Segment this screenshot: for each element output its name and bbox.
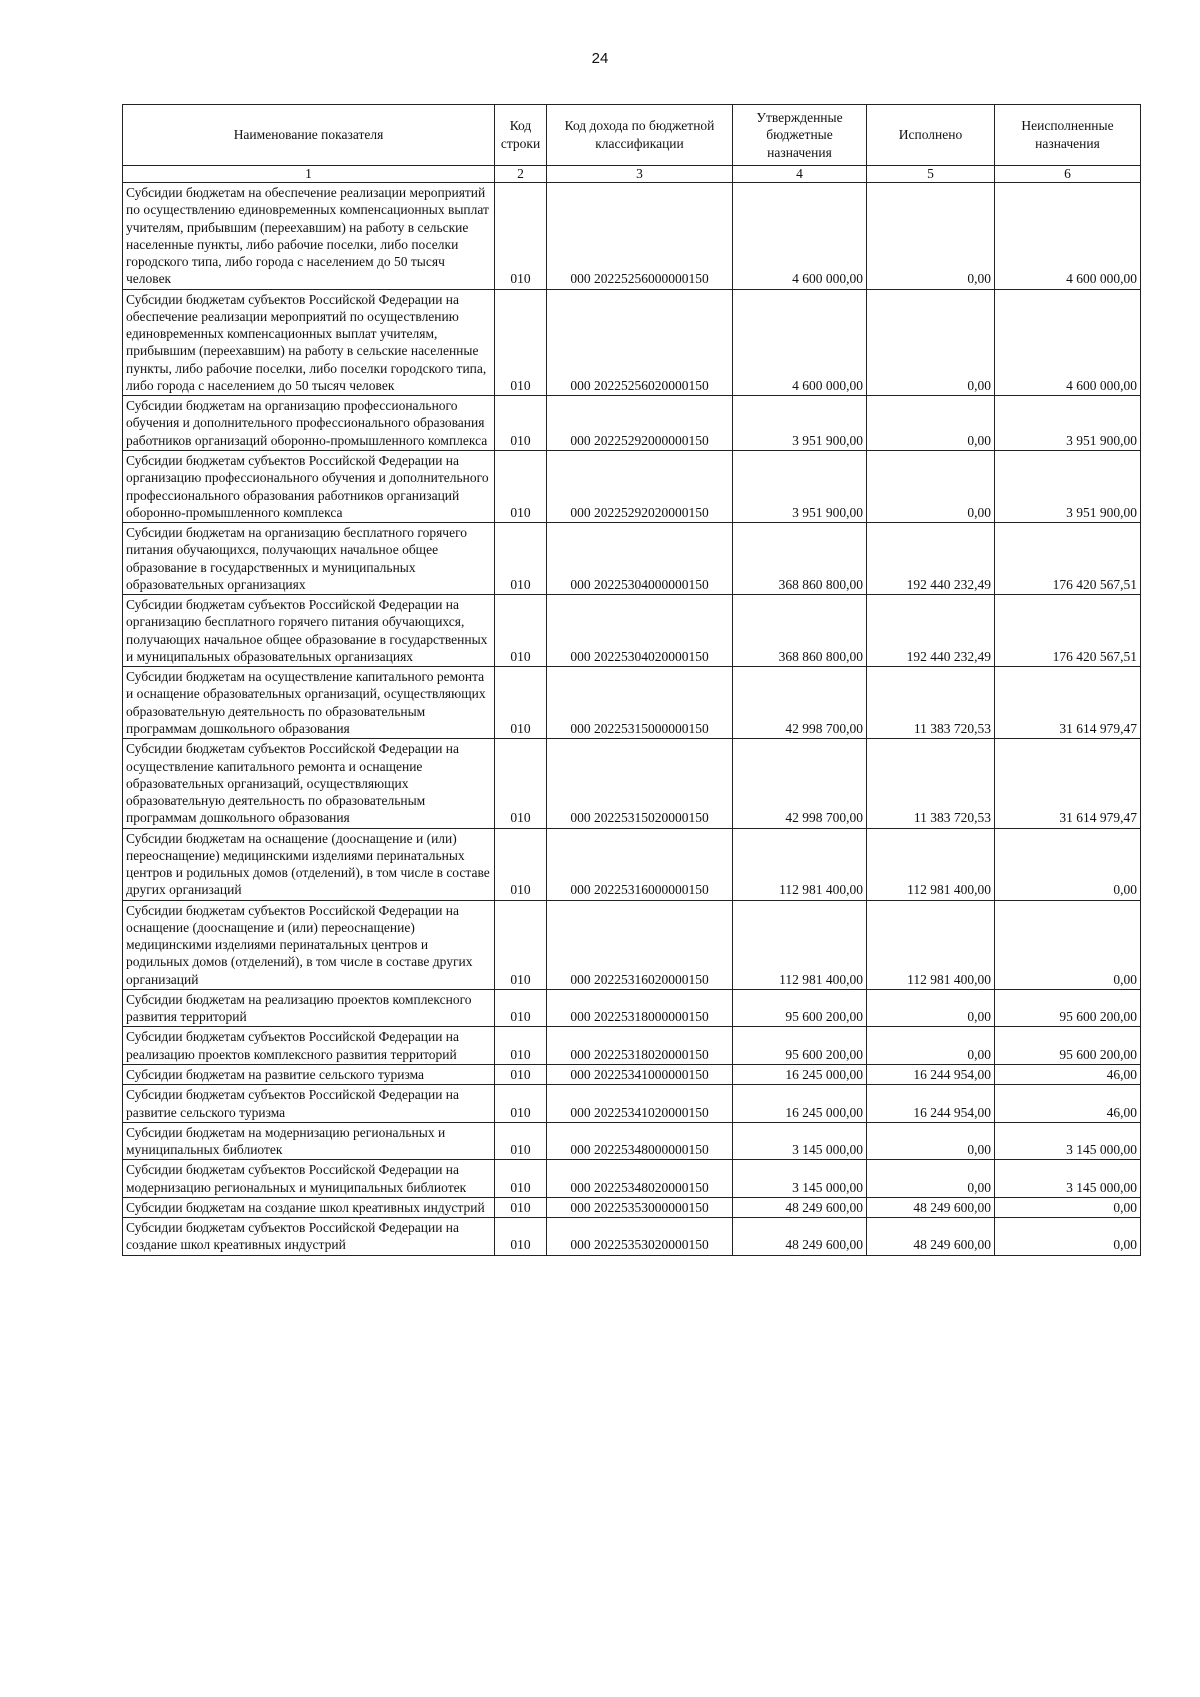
row-approved: 3 145 000,00 [733,1122,867,1160]
row-line-code: 010 [495,1197,547,1217]
row-line-code: 010 [495,828,547,900]
row-approved: 16 245 000,00 [733,1085,867,1123]
row-income-code: 000 20225292020000150 [547,450,733,522]
row-line-code: 010 [495,289,547,396]
row-unexecuted: 3 951 900,00 [995,396,1141,451]
row-name: Субсидии бюджетам на оснащение (дооснащение и (или) переоснащение) медицинскими изделиями перинатальных центров и родильных домов (отделений), в том числе в составе других организаций [123,828,495,900]
row-executed: 0,00 [867,450,995,522]
row-unexecuted: 0,00 [995,900,1141,989]
row-unexecuted: 3 145 000,00 [995,1122,1141,1160]
row-executed: 192 440 232,49 [867,595,995,667]
row-unexecuted: 176 420 567,51 [995,595,1141,667]
column-number-row [123,166,1141,183]
row-executed: 16 244 954,00 [867,1085,995,1123]
row-income-code: 000 20225315020000150 [547,739,733,828]
table-row [123,1218,1141,1256]
row-unexecuted: 176 420 567,51 [995,523,1141,595]
header-approved: Утвержденные бюджетные назначения [733,105,867,166]
row-income-code: 000 20225256020000150 [547,289,733,396]
row-income-code: 000 20225318020000150 [547,1027,733,1065]
row-executed: 48 249 600,00 [867,1218,995,1256]
row-approved: 4 600 000,00 [733,183,867,290]
row-line-code: 010 [495,595,547,667]
row-line-code: 010 [495,739,547,828]
row-name: Субсидии бюджетам на организацию профессионального обучения и дополнительного профессионального образования работников организаций оборонно-промышленного комплекса [123,396,495,451]
row-line-code: 010 [495,183,547,290]
row-executed: 16 244 954,00 [867,1065,995,1085]
row-unexecuted: 0,00 [995,828,1141,900]
table-row [123,1065,1141,1085]
row-income-code: 000 20225318000000150 [547,989,733,1027]
header-indicator-name: Наименование показателя [123,105,495,166]
row-approved: 4 600 000,00 [733,289,867,396]
table-row [123,1160,1141,1198]
column-number: 4 [733,166,867,183]
header-unexecuted: Неисполненные назначения [995,105,1141,166]
table-row [123,900,1141,989]
row-approved: 368 860 800,00 [733,595,867,667]
table-row [123,1027,1141,1065]
row-income-code: 000 20225341020000150 [547,1085,733,1123]
row-name: Субсидии бюджетам на обеспечение реализации мероприятий по осуществлению единовременных компенсационных выплат учителям, прибывшим (переехавшим) на работу в сельские населенные пункты, либо рабочие поселки, либо поселки городского типа, либо города с населением до 50 тысяч человек [123,183,495,290]
row-executed: 48 249 600,00 [867,1197,995,1217]
row-name: Субсидии бюджетам на модернизацию региональных и муниципальных библиотек [123,1122,495,1160]
row-income-code: 000 20225256000000150 [547,183,733,290]
row-unexecuted: 3 145 000,00 [995,1160,1141,1198]
row-line-code: 010 [495,667,547,739]
row-approved: 3 951 900,00 [733,450,867,522]
row-unexecuted: 4 600 000,00 [995,183,1141,290]
row-line-code: 010 [495,1160,547,1198]
row-executed: 11 383 720,53 [867,739,995,828]
row-executed: 0,00 [867,396,995,451]
header-line-code: Код строки [495,105,547,166]
row-approved: 3 951 900,00 [733,396,867,451]
header-executed: Исполнено [867,105,995,166]
row-income-code: 000 20225292000000150 [547,396,733,451]
row-name: Субсидии бюджетам субъектов Российской Федерации на осуществление капитального ремонта и оснащение образовательных организаций, осуществляющих образовательную деятельность по образовательным программам дошкольного образования [123,739,495,828]
row-line-code: 010 [495,396,547,451]
row-unexecuted: 95 600 200,00 [995,989,1141,1027]
row-income-code: 000 20225315000000150 [547,667,733,739]
row-name: Субсидии бюджетам субъектов Российской Федерации на модернизацию региональных и муниципальных библиотек [123,1160,495,1198]
row-executed: 11 383 720,53 [867,667,995,739]
table-body [123,183,1141,1256]
row-name: Субсидии бюджетам субъектов Российской Федерации на организацию бесплатного горячего питания обучающихся, получающих начальное общее образование в государственных и муниципальных образовательных организациях [123,595,495,667]
table-row [123,1122,1141,1160]
row-line-code: 010 [495,1218,547,1256]
row-income-code: 000 20225353020000150 [547,1218,733,1256]
row-name: Субсидии бюджетам субъектов Российской Федерации на оснащение (дооснащение и (или) переоснащение) медицинскими изделиями перинатальных центров и родильных домов (отделений), в том числе в составе других организаций [123,900,495,989]
row-line-code: 010 [495,1122,547,1160]
table-row [123,1197,1141,1217]
row-unexecuted: 46,00 [995,1085,1141,1123]
row-line-code: 010 [495,1085,547,1123]
row-name: Субсидии бюджетам субъектов Российской Федерации на создание школ креативных индустрий [123,1218,495,1256]
row-executed: 0,00 [867,289,995,396]
row-line-code: 010 [495,450,547,522]
table-row [123,289,1141,396]
row-executed: 0,00 [867,183,995,290]
row-executed: 112 981 400,00 [867,828,995,900]
table-row [123,523,1141,595]
table-row [123,989,1141,1027]
table-row [123,828,1141,900]
row-executed: 192 440 232,49 [867,523,995,595]
row-approved: 42 998 700,00 [733,739,867,828]
row-unexecuted: 31 614 979,47 [995,739,1141,828]
row-income-code: 000 20225348020000150 [547,1160,733,1198]
column-number: 2 [495,166,547,183]
table-header-row [123,105,1141,166]
table-row [123,183,1141,290]
page-number: 24 [591,50,609,67]
row-line-code: 010 [495,1065,547,1085]
row-income-code: 000 20225348000000150 [547,1122,733,1160]
row-executed: 112 981 400,00 [867,900,995,989]
row-approved: 3 145 000,00 [733,1160,867,1198]
row-name: Субсидии бюджетам субъектов Российской Федерации на развитие сельского туризма [123,1085,495,1123]
row-line-code: 010 [495,900,547,989]
row-line-code: 010 [495,1027,547,1065]
row-income-code: 000 20225316020000150 [547,900,733,989]
table-row [123,667,1141,739]
row-executed: 0,00 [867,1122,995,1160]
column-number: 3 [547,166,733,183]
row-unexecuted: 4 600 000,00 [995,289,1141,396]
row-name: Субсидии бюджетам на развитие сельского туризма [123,1065,495,1085]
row-name: Субсидии бюджетам на создание школ креативных индустрий [123,1197,495,1217]
row-unexecuted: 0,00 [995,1197,1141,1217]
row-name: Субсидии бюджетам субъектов Российской Федерации на организацию профессионального обучения и дополнительного профессионального образования работников организаций оборонно-промышленного комплекса [123,450,495,522]
row-name: Субсидии бюджетам на осуществление капитального ремонта и оснащение образовательных организаций, осуществляющих образовательную деятельность по образовательным программам дошкольного образования [123,667,495,739]
row-executed: 0,00 [867,989,995,1027]
row-approved: 48 249 600,00 [733,1218,867,1256]
row-unexecuted: 95 600 200,00 [995,1027,1141,1065]
row-approved: 112 981 400,00 [733,900,867,989]
table-row [123,595,1141,667]
row-approved: 95 600 200,00 [733,1027,867,1065]
header-income-code: Код дохода по бюджетной классификации [547,105,733,166]
row-income-code: 000 20225316000000150 [547,828,733,900]
column-number: 5 [867,166,995,183]
budget-execution-table [122,104,1141,1256]
column-number: 6 [995,166,1141,183]
row-income-code: 000 20225304020000150 [547,595,733,667]
row-income-code: 000 20225353000000150 [547,1197,733,1217]
row-executed: 0,00 [867,1027,995,1065]
table-row [123,1085,1141,1123]
column-number: 1 [123,166,495,183]
table-row [123,739,1141,828]
row-unexecuted: 0,00 [995,1218,1141,1256]
row-approved: 112 981 400,00 [733,828,867,900]
row-unexecuted: 31 614 979,47 [995,667,1141,739]
row-approved: 95 600 200,00 [733,989,867,1027]
row-income-code: 000 20225304000000150 [547,523,733,595]
row-unexecuted: 3 951 900,00 [995,450,1141,522]
row-approved: 42 998 700,00 [733,667,867,739]
row-income-code: 000 20225341000000150 [547,1065,733,1085]
row-name: Субсидии бюджетам на организацию бесплатного горячего питания обучающихся, получающих начальное общее образование в государственных и муниципальных образовательных организациях [123,523,495,595]
row-approved: 16 245 000,00 [733,1065,867,1085]
row-name: Субсидии бюджетам на реализацию проектов комплексного развития территорий [123,989,495,1027]
row-line-code: 010 [495,523,547,595]
row-executed: 0,00 [867,1160,995,1198]
row-approved: 368 860 800,00 [733,523,867,595]
table-row [123,396,1141,451]
table-row [123,450,1141,522]
row-name: Субсидии бюджетам субъектов Российской Федерации на обеспечение реализации мероприятий по осуществлению единовременных компенсационных выплат учителям, прибывшим (переехавшим) на работу в сельские населенные пункты, либо рабочие поселки, либо поселки городского типа, либо города с населением до 50 тысяч человек [123,289,495,396]
row-unexecuted: 46,00 [995,1065,1141,1085]
row-line-code: 010 [495,989,547,1027]
row-approved: 48 249 600,00 [733,1197,867,1217]
row-name: Субсидии бюджетам субъектов Российской Федерации на реализацию проектов комплексного развития территорий [123,1027,495,1065]
